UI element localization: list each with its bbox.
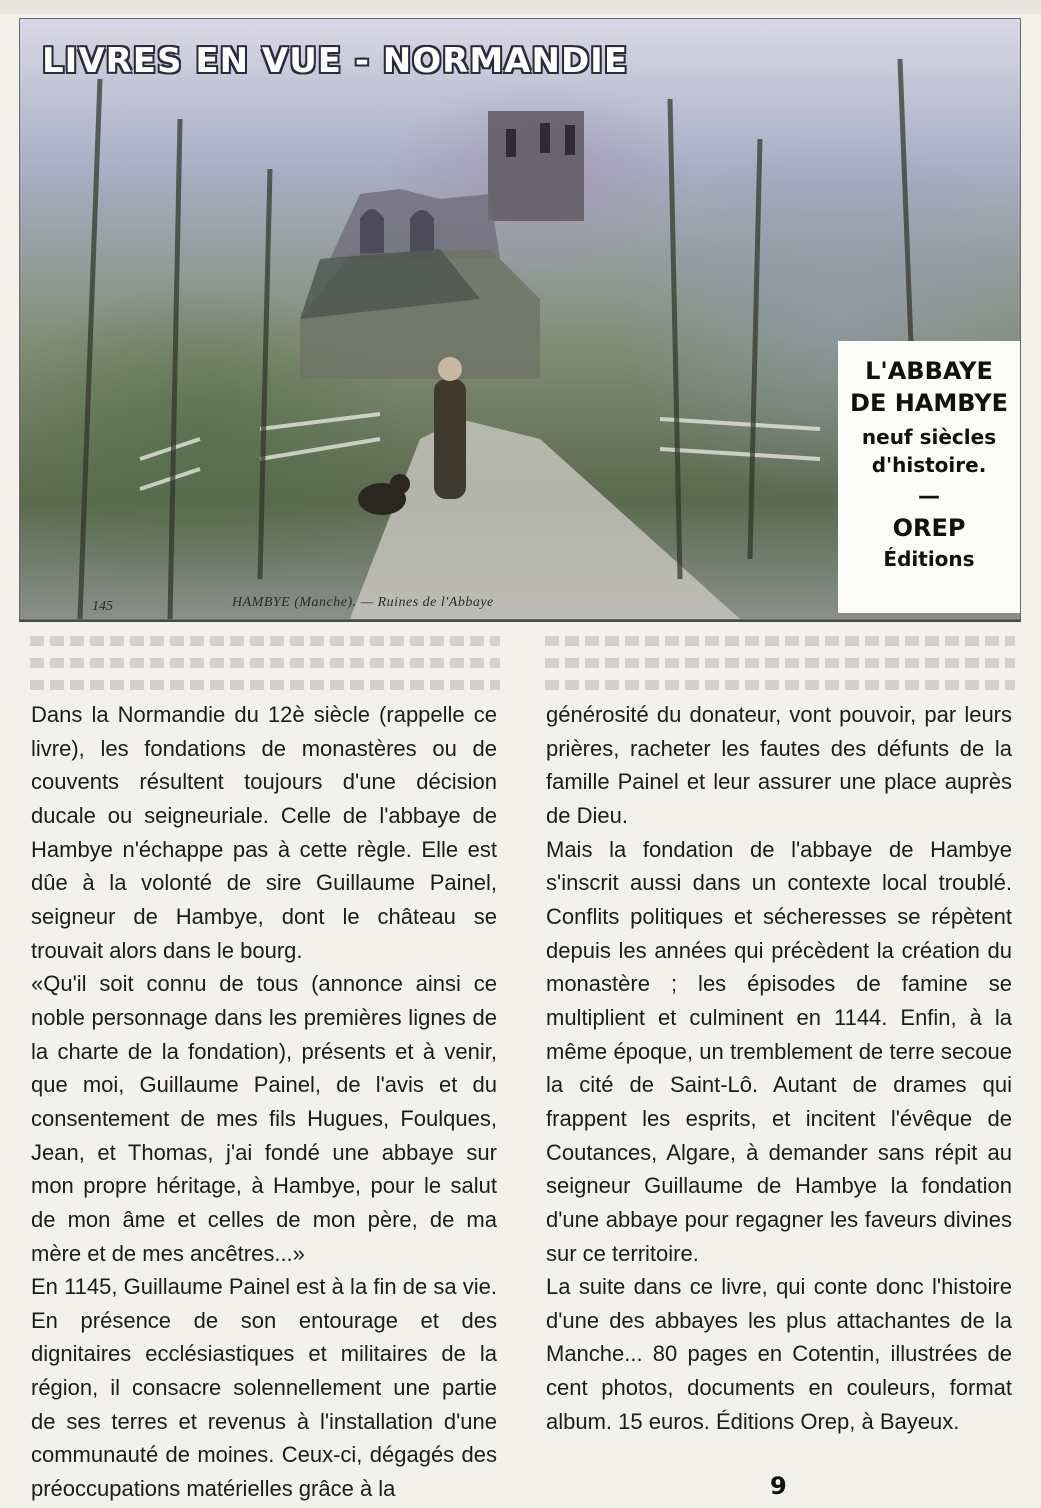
book-subtitle-line2: d'histoire. xyxy=(871,453,987,477)
article-paragraph: «Qu'il soit connu de tous (annonce ainsi ce noble personnage dans les premières lignes de la charte de la fondation), présents et à venir, que moi, Guillaume Painel, de l'avis et du consentement de mes fils Hugues, Foulques, Jean, et Thomas, j'ai fondé une abbaye sur mon propre héritage, à Hambye, pour le salut de mon âme et celles de mon père, de ma mère et de mes ancêtres...» xyxy=(31,971,497,1266)
show-through-right xyxy=(545,624,1015,694)
article-paragraph: En 1145, Guillaume Painel est à la fin de sa vie. En présence de son entourage et des dignitaires ecclésiastiques et militaires de la région, il consacre solennellement une partie de ses terres et revenus à l'installation d'une communauté de moines. Ceux-ci, dégagés des préoccupations matérielles grâce à la xyxy=(31,1274,497,1502)
book-publisher-line2: Éditions xyxy=(883,547,975,571)
book-title-line1: L'ABBAYE xyxy=(865,357,993,385)
book-dash: — xyxy=(918,484,940,509)
article-paragraph: La suite dans ce livre, qui conte donc l'histoire d'une des abbayes les plus attachantes de la Manche... 80 pages en Cotentin, illustrées de cent photos, documents en couleurs, format album. 15 euros. Éditions Orep, à Bayeux. xyxy=(546,1274,1012,1434)
article-column-right xyxy=(546,698,1012,1438)
show-through-left xyxy=(30,624,500,694)
book-title-line2: DE HAMBYE xyxy=(850,389,1008,417)
section-title: LIVRES EN VUE - NORMANDIE xyxy=(42,41,629,81)
book-subtitle-line1: neuf siècles xyxy=(861,425,997,449)
article-paragraph: Mais la fondation de l'abbaye de Hambye s'inscrit aussi dans un contexte local troublé. Conflits politiques et sécheresses se répètent depuis les années qui précèdent la création du monastère ; les épisodes de famine se multiplient et culminent en 1144. Enfin, à la même époque, un tremblement de terre secoue la cité de Saint-Lô. Autant de drames qui frappent les esprits, et incitent l'évêque de Coutances, Algare, à demander sans répit au seigneur Guillaume de Hambye la fondation d'une abbaye pour regagner les faveurs divines sur ce territoire. xyxy=(546,836,1012,1266)
horizontal-rule xyxy=(19,620,1021,622)
caption-text: HAMBYE (Manche). — Ruines de l'Abbaye xyxy=(232,595,494,610)
article-column-left xyxy=(31,698,497,1506)
page-number: 9 xyxy=(770,1472,787,1500)
page-top-strip xyxy=(0,0,1041,14)
book-publisher-line1: OREP xyxy=(892,514,966,542)
article-paragraph: Dans la Normandie du 12è siècle (rappelle ce livre), les fondations de monastères ou de couvents résultent toujours d'une décision ducale ou seigneuriale. Celle de l'abbaye de Hambye n'échappe pas à cette règle. Elle est dûe à la volonté de sire Guillaume Painel, seigneur de Hambye, dont le château se trouvait alors dans le bourg. xyxy=(31,702,497,963)
article-paragraph: générosité du donateur, vont pouvoir, par leurs prières, racheter les fautes des défunts de la famille Painel et leur assurer une place auprès de Dieu. xyxy=(546,702,1012,828)
book-info-box xyxy=(838,341,1020,613)
caption-number: 145 xyxy=(92,599,113,614)
abbey-photo xyxy=(19,18,1021,620)
